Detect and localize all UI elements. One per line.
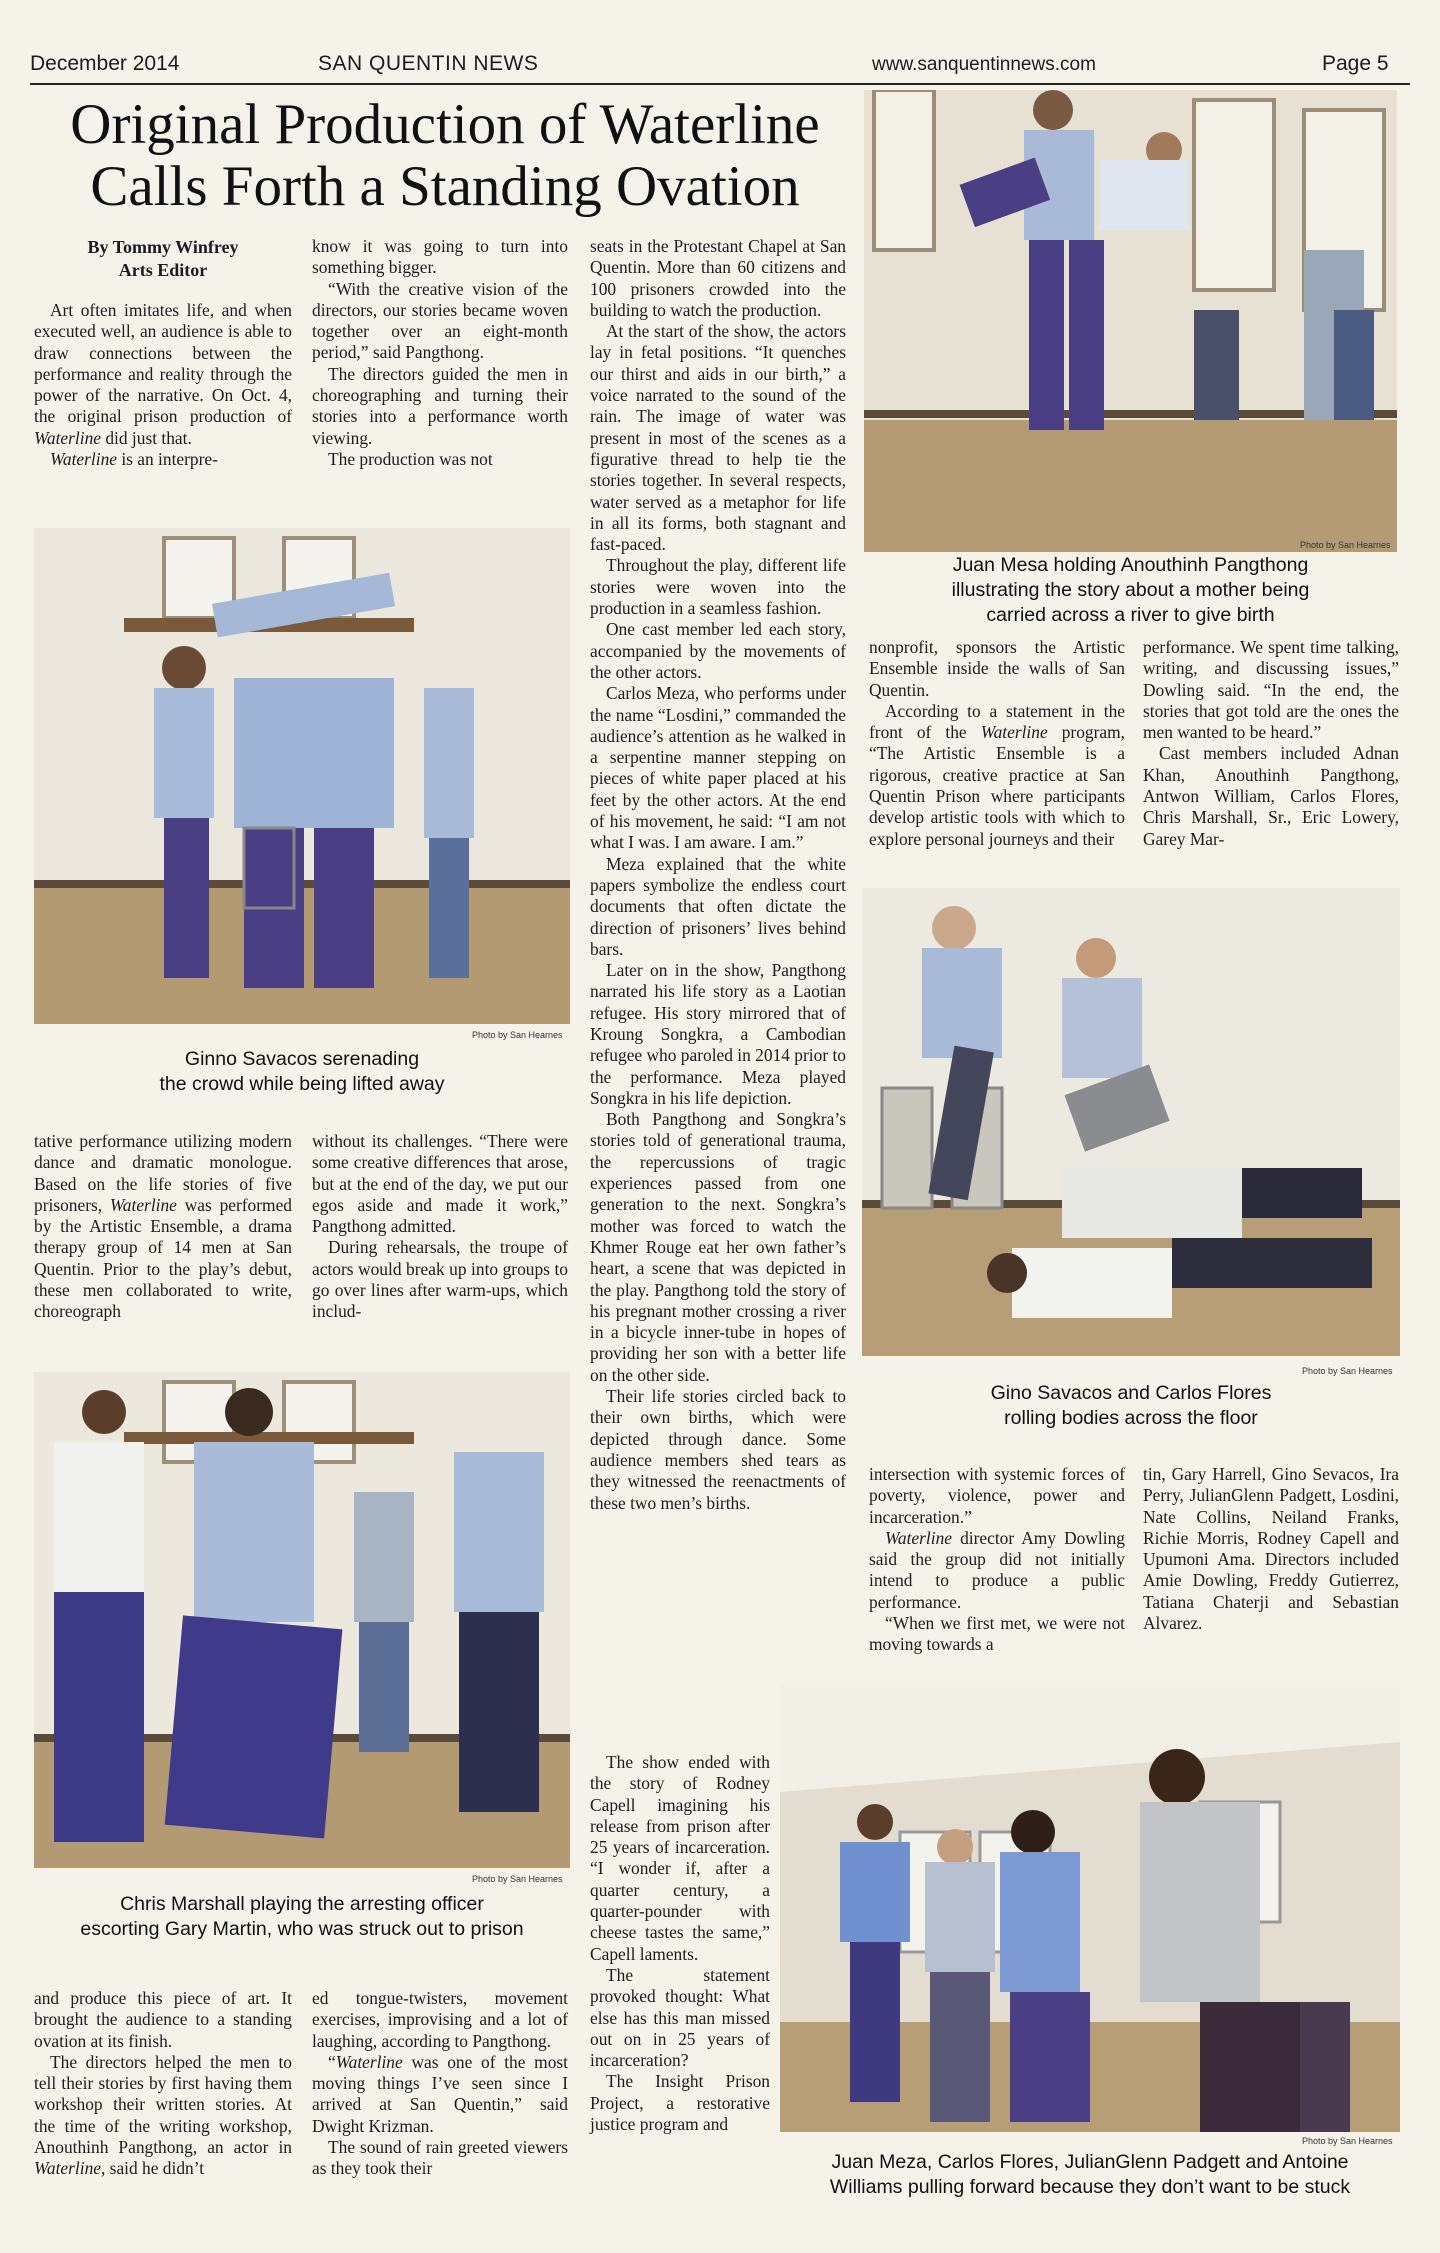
caption-photo-4 bbox=[34, 1892, 570, 1942]
headline bbox=[30, 94, 860, 218]
article-text: is an interpre- bbox=[121, 449, 218, 470]
headline-line-2: Calls Forth a Standing Ovation bbox=[90, 155, 800, 218]
article-text: The sound of rain greeted viewers as they took their bbox=[312, 2137, 568, 2179]
photo-image bbox=[864, 90, 1397, 552]
caption-line: escorting Gary Martin, who was struck out to prison bbox=[80, 1918, 524, 1940]
caption-photo-2 bbox=[34, 1047, 570, 1097]
caption-photo-5 bbox=[780, 2150, 1400, 2200]
caption-line: Chris Marshall playing the arresting officer bbox=[120, 1893, 484, 1915]
header-rule bbox=[30, 83, 1410, 85]
play-title: Waterline bbox=[34, 427, 101, 448]
article-text: and produce this piece of art. It brought the audience to a standing ovation at its finish. bbox=[34, 1988, 292, 2051]
article-text: Meza explained that the white papers symbolize the endless court documents that often dictate the direction of prisoners’ lives behind bars. bbox=[590, 853, 846, 959]
article-text: did just that. bbox=[105, 427, 192, 448]
caption-line: Gino Savacos and Carlos Flores bbox=[990, 1382, 1272, 1404]
article-text: seats in the Protestant Chapel at San Quentin. More than 60 citizens and 100 prisoners crowded into the building to watch the production. bbox=[590, 236, 846, 320]
article-text: The Insight Prison Project, a restorative justice program and bbox=[590, 2071, 770, 2135]
play-title: Waterline bbox=[885, 1527, 952, 1548]
photo-mesa-holding-pangthong bbox=[864, 90, 1397, 552]
caption-line: carried across a river to give birth bbox=[986, 604, 1275, 626]
caption-photo-1 bbox=[864, 553, 1397, 628]
article-text: “When we first met, we were not moving towards a bbox=[869, 1613, 1125, 1655]
article-text: Later on in the show, Pangthong narrated his life story as a Laotian refugee. His story mirrored that of Kroung Songkra, a Cambodian refugee who paroled in 2014 prior to the performance. Meza played Songkra in his life depiction. bbox=[590, 960, 846, 1108]
byline-role: Arts Editor bbox=[118, 260, 208, 280]
issue-date: December 2014 bbox=[30, 52, 180, 75]
photo-credit: Photo by San Hearnes bbox=[1302, 1366, 1393, 1376]
newspaper-name: SAN QUENTIN NEWS bbox=[318, 52, 539, 75]
column-a-top bbox=[34, 236, 292, 470]
page-number: Page 5 bbox=[1322, 52, 1389, 75]
play-title: Waterline bbox=[50, 449, 117, 470]
caption-line: rolling bodies across the floor bbox=[1004, 1407, 1258, 1429]
article-text: intersection with systemic forces of poverty, violence, power and incarceration.” bbox=[869, 1464, 1125, 1527]
photo-pulling-forward bbox=[780, 1682, 1400, 2132]
article-text: know it was going to turn into something bigger. bbox=[312, 236, 568, 278]
article-text: The directors guided the men in choreographing and turning their stories into a performance worth viewing. bbox=[312, 363, 568, 448]
column-b-bottom bbox=[312, 1988, 568, 2180]
article-text: One cast member led each story, accompanied by the movements of the other actors. bbox=[590, 619, 846, 682]
photo-arresting-officer bbox=[34, 1372, 570, 1868]
article-text: performance. We spent time talking, writing, and discussing issues,” Dowling said. “In the end, the stories that got told are the ones the men wanted to be heard.” bbox=[1143, 637, 1399, 743]
photo-image bbox=[862, 888, 1400, 1356]
photo-image bbox=[34, 1372, 570, 1868]
article-text: During rehearsals, the troupe of actors would break up into groups to go over lines after warm-ups, which includ- bbox=[312, 1237, 568, 1322]
caption-line: illustrating the story about a mother being bbox=[951, 579, 1310, 601]
photo-image bbox=[34, 528, 570, 1024]
article-text: without its challenges. “There were some creative differences that arose, but at the end of the day, we put our egos aside and made it work,” Pangthong admitted. bbox=[312, 1131, 568, 1237]
article-text: Both Pangthong and Songkra’s stories told of generational trauma, the repercussions of tragic experiences passed from one generation to the next. Songkra’s mother was forced to watch the Khmer Rouge eat her own father’s heart, a scene that was depicted in the play. Pangthong told the story of his pregnant mother crossing a river in a bicycle inner-tube in hopes of providing her son with a better life on the other side. bbox=[590, 1109, 846, 1385]
column-middle-narrow bbox=[590, 1752, 770, 2135]
article-text: The show ended with the story of Rodney Capell imagining his release from prison after 25 years of incarceration. “I wonder if, after a quarter century, a quarter-pounder with cheese tastes the same,” Capell laments. bbox=[590, 1752, 770, 1964]
article-text: program, “The Artistic Ensemble is a rigorous, creative practice at San Quentin Prison where participants develop artistic tools with which to explore personal journeys and their bbox=[869, 722, 1125, 849]
caption-photo-3 bbox=[862, 1381, 1400, 1431]
article-text: tative performance utilizing modern dance and dramatic monologue. Based on the life stories of five prisoners, bbox=[34, 1131, 292, 1215]
photo-rolling-bodies bbox=[862, 888, 1400, 1356]
caption-line: Juan Mesa holding Anouthinh Pangthong bbox=[952, 554, 1309, 576]
article-text: was performed by the Artistic Ensemble, a drama therapy group of 14 men at San Quentin. Prior to the play’s debut, these men collaborated to write, choreograph bbox=[34, 1194, 292, 1322]
column-r1 bbox=[869, 637, 1125, 850]
play-title: Waterline bbox=[980, 722, 1048, 743]
column-a-mid bbox=[34, 1131, 292, 1323]
article-text: Cast members included Adnan Khan, Anouthinh Pangthong, Antwon William, Carlos Flores, Chris Marshall, Sr., Eric Lowery, Garey Mar- bbox=[1143, 743, 1399, 849]
column-a-bottom bbox=[34, 1988, 292, 2180]
caption-line: the crowd while being lifted away bbox=[159, 1073, 445, 1095]
column-b-mid bbox=[312, 1131, 568, 1323]
article-text: nonprofit, sponsors the Artistic Ensemble inside the walls of San Quentin. bbox=[869, 637, 1125, 700]
headline-line-1: Original Production of Waterline bbox=[70, 93, 820, 156]
photo-credit: Photo by San Hearnes bbox=[1302, 2136, 1393, 2146]
article-text: The directors helped the men to tell their stories by first having them workshop their written stories. At the time of the writing workshop, Anouthinh Pangthong, an actor in bbox=[34, 2051, 292, 2158]
play-title: Waterline bbox=[109, 1194, 177, 1215]
article-text: was one of the most moving things I’ve seen since I arrived at San Quentin,” said Dwight Krizman. bbox=[312, 2051, 568, 2136]
column-s1 bbox=[869, 1464, 1125, 1656]
column-r2 bbox=[1143, 637, 1399, 850]
column-b-top bbox=[312, 236, 568, 470]
article-text: The statement provoked thought: What else has this man missed out on in 25 years of incarceration? bbox=[590, 1964, 770, 2071]
article-text: According to a statement in the front of the bbox=[869, 700, 1125, 743]
photo-credit: Photo by San Hearnes bbox=[1300, 540, 1391, 550]
play-title: Waterline bbox=[335, 2051, 403, 2072]
caption-line: Ginno Savacos serenading bbox=[184, 1048, 420, 1070]
article-text: At the start of the show, the actors lay in fetal positions. “It quenches our thirst and aids in our birth,” a voice narrated to the sound of the rain. The image of water was present in most of the scenes as a figurative thread to help tie the stories together. In several respects, water served as a metaphor for life in all its forms, both stagnant and fast-paced. bbox=[590, 321, 846, 555]
photo-image bbox=[780, 1682, 1400, 2132]
website-url: www.sanquentinnews.com bbox=[872, 54, 1096, 75]
article-text: Art often imitates life, and when executed well, an audience is able to draw connections between the performance and reality through the power of the narrative. On Oct. 4, the original prison production of bbox=[34, 300, 292, 427]
caption-line: Williams pulling forward because they don’t want to be stuck bbox=[829, 2176, 1351, 2198]
article-text: tin, Gary Harrell, Gino Sevacos, Ira Perry, JulianGlenn Padgett, Losdini, Nate Collins, Neiland Franks, Richie Morris, Rodney Capell and Upumoni Ama. Directors included Amie Dowling, Freddy Gutierrez, Tatiana Chaterji and Sebastian Alvarez. bbox=[1143, 1464, 1399, 1634]
play-title: Waterline bbox=[34, 2158, 101, 2179]
article-text: Carlos Meza, who performs under the name “Losdini,” commanded the audience’s attention as he walked in a serpentine manner stepping on pieces of white paper placed at his feet by the other actors. At the end of his movement, he said: “I am not what I was. I am aware. I am.” bbox=[590, 683, 846, 853]
column-middle bbox=[590, 236, 846, 1514]
article-text: Their life stories circled back to their own births, which were depicted through dance. Some audience members shed tears as they witnessed the reenactments of these two men’s births. bbox=[590, 1386, 846, 1513]
caption-line: Juan Meza, Carlos Flores, JulianGlenn Padgett and Antoine bbox=[831, 2151, 1349, 2173]
column-s2 bbox=[1143, 1464, 1399, 1634]
article-text: ed tongue-twisters, movement exercises, improvising and a lot of laughing, according to Pangthong. bbox=[312, 1988, 568, 2051]
photo-credit: Photo by San Hearnes bbox=[472, 1874, 563, 1884]
article-text: The production was not bbox=[328, 448, 493, 469]
photo-savacos-lifted bbox=[34, 528, 570, 1024]
article-text: “With the creative vision of the directors, our stories became woven together over an eight-month period,” said Pangthong. bbox=[312, 278, 568, 363]
article-text: “ bbox=[328, 2051, 336, 2072]
byline-author: By Tommy Winfrey bbox=[87, 237, 239, 257]
article-text: director Amy Dowling said the group did not initially intend to produce a public performance. bbox=[869, 1527, 1125, 1612]
article-text: , said he didn’t bbox=[100, 2158, 205, 2179]
article-text: Throughout the play, different life stories were woven into the production in a seamless fashion. bbox=[590, 555, 846, 619]
photo-credit: Photo by San Hearnes bbox=[472, 1030, 563, 1040]
